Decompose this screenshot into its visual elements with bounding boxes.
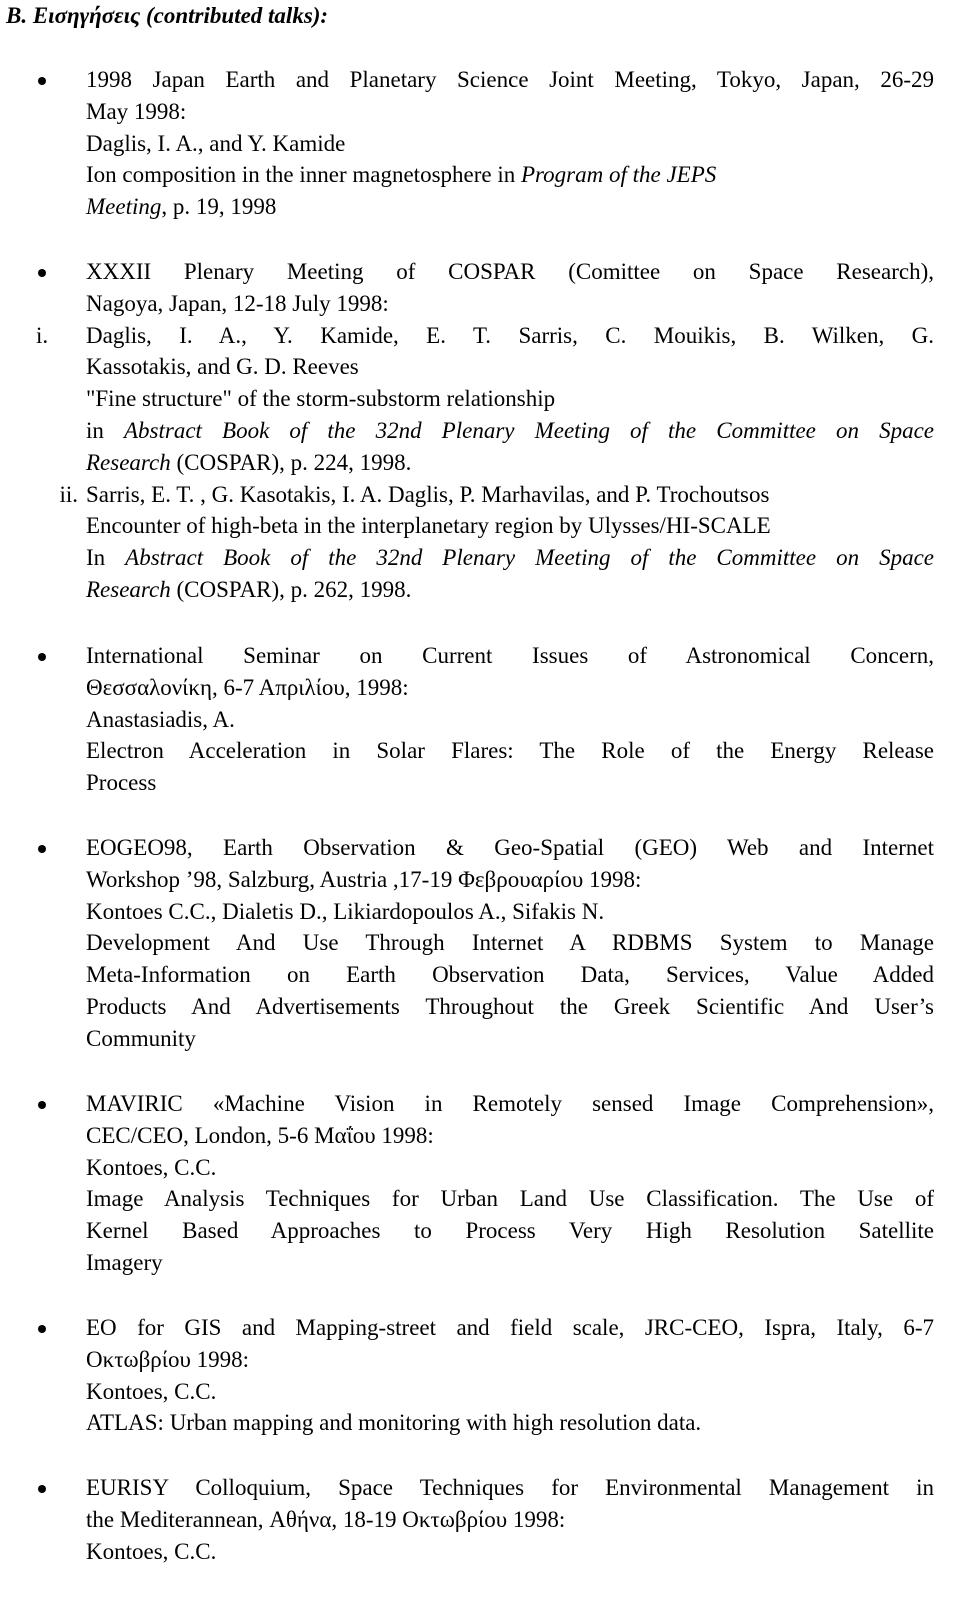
talk-venue: May 1998: [86, 98, 187, 124]
talk-entry [86, 1472, 934, 1567]
talk-title: Kernel Based Approaches to Process Very High Resolution Satellite [86, 1218, 934, 1244]
talk-venue: CEC/CEO, London, 5-6 Μαΐου 1998: [86, 1122, 434, 1148]
bullet-icon [38, 77, 46, 85]
bullet-icon [38, 269, 46, 277]
talk-title: Products And Advertisements Throughout the Greek Scientific And User’s [86, 993, 934, 1019]
talk-authors: Kontoes, C.C. [86, 1154, 217, 1180]
talk-title: Electron Acceleration in Solar Flares: The Role of the Energy Release [86, 738, 934, 764]
sub-talk-authors: i. Daglis, I. A., Y. Kamide, E. T. Sarris, C. Mouikis, B. Wilken, G. [36, 322, 934, 348]
talk-source: Meeting, p. 19, 1998 [86, 194, 277, 220]
sub-talk-source: In Abstract Book of the 32nd Plenary Meeting of the Committee on Space [86, 545, 934, 571]
talk-venue: MAVIRIC «Machine Vision in Remotely sensed Image Comprehension», [86, 1091, 934, 1116]
talk-authors: Kontoes, C.C. [86, 1378, 217, 1404]
talk-entry [86, 1312, 934, 1439]
talk-venue: the Mediterannean, Αθήνα, 18-19 Οκτωβρίου 1998: [86, 1506, 566, 1532]
bullet-icon [38, 1101, 46, 1109]
talk-venue: EOGEO98, Earth Observation & Geo-Spatial (GEO) Web and Internet [86, 835, 934, 860]
talk-venue: Nagoya, Japan, 12-18 July 1998: [86, 290, 389, 316]
talk-venue: Workshop ’98, Salzburg, Austria ,17-19 Φεβρουαρίου 1998: [86, 866, 642, 892]
talk-venue: XXXII Plenary Meeting of COSPAR (Comittee on Space Research), [86, 259, 934, 284]
sub-talk-title: Encounter of high-beta in the interplanetary region by Ulysses/HI-SCALE [86, 513, 771, 539]
talk-venue: EO for GIS and Mapping-street and field scale, JRC-CEO, Ispra, Italy, 6-7 [86, 1315, 934, 1340]
sub-talk-title: "Fine structure" of the storm-substorm relationship [86, 386, 556, 412]
talk-title: Development And Use Through Internet A RDBMS System to Manage [86, 930, 934, 956]
talk-title: Imagery [86, 1249, 163, 1275]
talk-entry [86, 832, 934, 1055]
talk-authors: Kontoes, C.C. [86, 1538, 217, 1564]
talk-authors: Kontoes C.C., Dialetis D., Likiardopoulos A., Sifakis N. [86, 898, 605, 924]
talk-authors: Anastasiadis, A. [86, 706, 235, 732]
bullet-icon [38, 845, 46, 853]
talk-title: Ion composition in the inner magnetosphere in Program of the JEPS [86, 162, 717, 188]
talk-entry [86, 1088, 934, 1279]
talk-title: Meta-Information on Earth Observation Data, Services, Value Added [86, 962, 934, 988]
talk-title: Community [86, 1025, 196, 1051]
talk-venue: 1998 Japan Earth and Planetary Science Joint Meeting, Tokyo, Japan, 26-29 [86, 67, 934, 92]
talk-authors: Daglis, I. A., and Y. Kamide [86, 130, 346, 156]
sub-talk-source: in Abstract Book of the 32nd Plenary Meeting of the Committee on Space [86, 417, 935, 443]
talk-title: Process [86, 770, 157, 796]
talk-venue: EURISY Colloquium, Space Techniques for Environmental Management in [86, 1475, 934, 1500]
sub-talk-authors: ii. Sarris, E. T. , G. Kasotakis, I. A. Daglis, P. Marhavilas, and P. Trochoutsos [59, 481, 770, 507]
talk-entry [86, 640, 934, 799]
bullet-icon [38, 1325, 46, 1333]
section-heading: B. Εισηγήσεις (contributed talks): [6, 3, 329, 28]
sub-talk-source: Research (COSPAR), p. 224, 1998. [86, 449, 412, 475]
talk-entry [86, 64, 934, 223]
talk-entry [36, 256, 935, 606]
talk-title: ATLAS: Urban mapping and monitoring with high resolution data. [86, 1410, 702, 1436]
sub-talk-authors: Kassotakis, and G. D. Reeves [86, 354, 359, 380]
talk-venue: Οκτωβρίου 1998: [86, 1346, 249, 1372]
talk-venue: International Seminar on Current Issues of Astronomical Concern, [86, 643, 934, 668]
bullet-icon [38, 1485, 46, 1493]
talk-venue: Θεσσαλονίκη, 6-7 Απριλίου, 1998: [86, 674, 409, 700]
talk-title: Image Analysis Techniques for Urban Land Use Classification. The Use of [86, 1186, 934, 1212]
sub-talk-source: Research (COSPAR), p. 262, 1998. [86, 576, 412, 602]
bullet-icon [38, 653, 46, 661]
